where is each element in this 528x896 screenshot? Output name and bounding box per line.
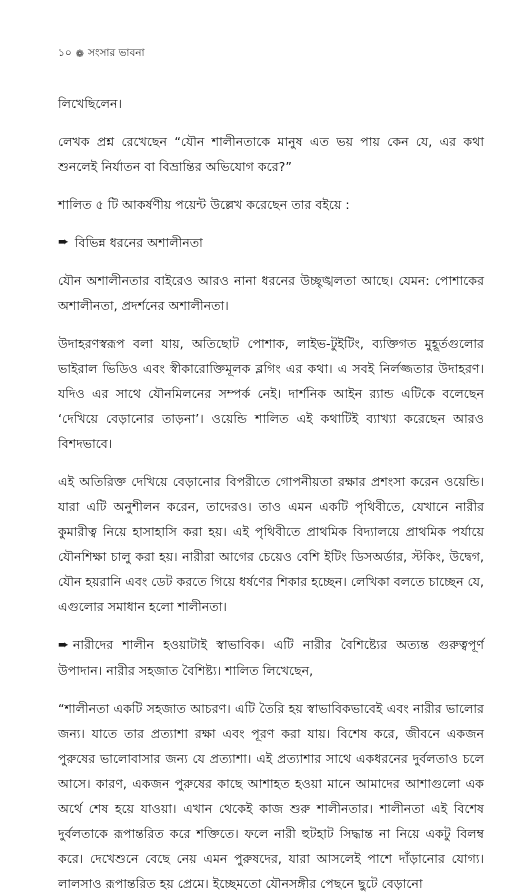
- right-arrow-icon: ➨: [58, 638, 69, 653]
- section-heading-text: বিভিন্ন ধরনের অশালীনতা: [74, 235, 203, 250]
- paragraph-1: লিখেছিলেন।: [58, 96, 123, 111]
- flower-icon: ❁: [75, 49, 85, 60]
- paragraph-7-text: নারীদের শালীন হওয়াটাই স্বাভাবিক। এটি নারীর বৈশিষ্ট্যের অত্যন্ত গুরুত্বপূর্ণ উপাদান। নারীর সহজাত বৈশিষ্ট্য। শালিত লিখেছেন,: [58, 637, 484, 678]
- paragraph-2: লেখক প্রশ্ন রেখেছেন “যৌন শালীনতাকে মানুষ এত ভয় পায় কেন যে, এর কথা শুনলেই নির্যাতন বা বিভ্রান্তির অভিযোগ করে?”: [58, 134, 484, 174]
- paragraph-7: [58, 632, 484, 683]
- page-number: ১০: [58, 47, 72, 59]
- section-heading: [58, 230, 484, 255]
- paragraph-5: উদাহরণস্বরূপ বলা যায়, অতিছোট পোশাক, লাইভ-টুইটিং, ব্যক্তিগত মুহূর্তগুলোর ভাইরাল ভিডিও এবং স্বীকারোক্তিমূলক ব্লগিং এর কথা। এ সবই নির্লজ্জতার উদাহরণ। যদিও এর সাথে যৌনমিলনের সম্পর্ক নেই। দার্শনিক আইন র‍্যান্ড এটিকে বলেছেন ‘দেখিয়ে বেড়ানোর তাড়না’। ওয়েন্ডি শালিত এই কথাটিই ব্যাখ্যা করেছেন আরও বিশদভাবে।: [58, 336, 484, 451]
- paragraph-4: যৌন অশালীনতার বাইরেও আরও নানা ধরনের উচ্ছৃঙ্খলতা আছে। যেমন: পোশাকের অশালীনতা, প্রদর্শনের অশালীনতা।: [58, 273, 484, 313]
- running-header: [58, 46, 484, 63]
- right-arrow-icon: ➨: [58, 235, 69, 250]
- paragraph-3: শালিত ৫ টি আকর্ষণীয় পয়েন্ট উল্লেখ করেছেন তার বইয়ে :: [58, 197, 350, 212]
- book-title: সংসার ভাবনা: [88, 47, 145, 59]
- paragraph-8: “শালীনতা একটি সহজাত আচরণ। এটি তৈরি হয় স্বাভাবিকভাবেই এবং নারীর ভালোর জন্য। যাতে তার প্রত্যাশা রক্ষা এবং পূরণ করা যায়। বিশেষ করে, জীবনে একজন পুরুষের ভালোবাসার জন্য যে প্রত্যাশা। এই প্রত্যাশার সাথে একধরনের দুর্বলতাও চলে আসে। কারণ, একজন পুরুষের কাছে আশাহত হওয়া মানে আমাদের আশাগুলো এক অর্থে শেষ হয়ে যাওয়া। এখান থেকেই কাজ শুরু শালীনতার। শালীনতা এই বিশেষ দুর্বলতাকে রূপান্তরিত করে শক্তিতে। ফলে নারী হুটহাট সিদ্ধান্ত না নিয়ে একটু বিলম্ব করে। দেখেশুনে বেছে নেয় এমন পুরুষদের, যারা আসলেই পাশে দাঁড়ানোর যোগ্য। লালসাও রূপান্তরিত হয় প্রেমে। ইচ্ছেমতো যৌনসঙ্গীর পেছনে ছুটে বেড়ানো: [58, 701, 485, 891]
- paragraph-6: এই অতিরিক্ত দেখিয়ে বেড়ানোর বিপরীতে গোপনীয়তা রক্ষার প্রশংসা করেন ওয়েন্ডি। যারা এটি অনুশীলন করেন, তাদেরও। তাও এমন একটি পৃথিবীতে, যেখানে নারীর কুমারীত্ব নিয়ে হাসাহাসি করা হয়। এই পৃথিবীতে প্রাথমিক বিদ্যালয়ে প্রাথমিক পর্যায়ে যৌনশিক্ষা চালু করা হয়। নারীরা আগের চেয়েও বেশি ইটিং ডিসঅর্ডার, স্টকিং, উদ্বেগ, যৌন হয়রানি এবং ডেট করতে গিয়ে ধর্ষণের শিকার হচ্ছেন। লেখিকা বলতে চাচ্ছেন যে, এগুলোর সমাধান হলো শালীনতা।: [58, 474, 484, 614]
